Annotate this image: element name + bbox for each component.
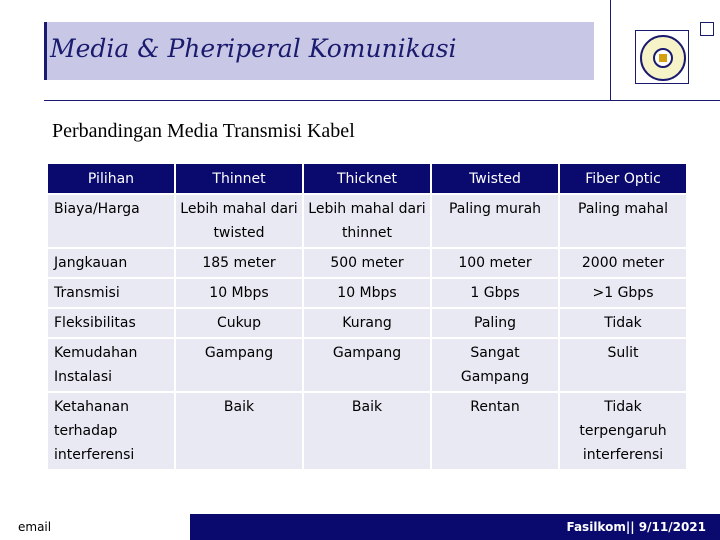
table-cell: Baik bbox=[304, 393, 430, 469]
table-row bbox=[48, 279, 686, 307]
table-row bbox=[48, 249, 686, 277]
slide-title: Media & Pheriperal Komunikasi bbox=[50, 34, 457, 63]
footer-date: Fasilkom|| 9/11/2021 bbox=[566, 520, 706, 534]
table-cell: Tidak bbox=[560, 309, 686, 337]
table-cell: 500 meter bbox=[304, 249, 430, 277]
comparison-table bbox=[46, 162, 688, 471]
row-label: Transmisi bbox=[48, 279, 174, 307]
row-label: Fleksibilitas bbox=[48, 309, 174, 337]
logo-seal-icon bbox=[640, 35, 686, 81]
decorative-vertical-line bbox=[610, 0, 611, 100]
table-row bbox=[48, 393, 686, 469]
table-cell: 10 Mbps bbox=[176, 279, 302, 307]
footer-email: email bbox=[18, 520, 52, 534]
header-cell: Thinnet bbox=[176, 164, 302, 193]
table-cell: Baik bbox=[176, 393, 302, 469]
table-cell: 185 meter bbox=[176, 249, 302, 277]
header-cell: Thicknet bbox=[304, 164, 430, 193]
table-cell: Gampang bbox=[176, 339, 302, 391]
table-cell: 100 meter bbox=[432, 249, 558, 277]
table-cell: 10 Mbps bbox=[304, 279, 430, 307]
table-cell: Lebih mahal dari twisted bbox=[176, 195, 302, 247]
table-cell: >1 Gbps bbox=[560, 279, 686, 307]
table-cell: Sulit bbox=[560, 339, 686, 391]
table-cell: Sangat Gampang bbox=[432, 339, 558, 391]
decorative-horizontal-line bbox=[44, 100, 720, 101]
decorative-corner-box bbox=[700, 22, 714, 36]
footer-bar bbox=[0, 514, 720, 540]
row-label: Biaya/Harga bbox=[48, 195, 174, 247]
table-row bbox=[48, 339, 686, 391]
row-label: Jangkauan bbox=[48, 249, 174, 277]
row-label: Kemudahan Instalasi bbox=[48, 339, 174, 391]
table-cell: Kurang bbox=[304, 309, 430, 337]
table-cell: Tidak terpengaruh interferensi bbox=[560, 393, 686, 469]
table-cell: 2000 meter bbox=[560, 249, 686, 277]
table-cell: Gampang bbox=[304, 339, 430, 391]
table-cell: Lebih mahal dari thinnet bbox=[304, 195, 430, 247]
table-header-row bbox=[48, 164, 686, 193]
table-cell: Paling mahal bbox=[560, 195, 686, 247]
header-cell: Fiber Optic bbox=[560, 164, 686, 193]
table-cell: 1 Gbps bbox=[432, 279, 558, 307]
row-label: Ketahanan terhadap interferensi bbox=[48, 393, 174, 469]
header-cell: Twisted bbox=[432, 164, 558, 193]
table-cell: Paling bbox=[432, 309, 558, 337]
table-cell: Cukup bbox=[176, 309, 302, 337]
table-cell: Paling murah bbox=[432, 195, 558, 247]
table-cell: Rentan bbox=[432, 393, 558, 469]
slide-subtitle: Perbandingan Media Transmisi Kabel bbox=[52, 120, 355, 142]
university-logo bbox=[635, 30, 689, 84]
table-row bbox=[48, 309, 686, 337]
table-row bbox=[48, 195, 686, 247]
header-cell: Pilihan bbox=[48, 164, 174, 193]
